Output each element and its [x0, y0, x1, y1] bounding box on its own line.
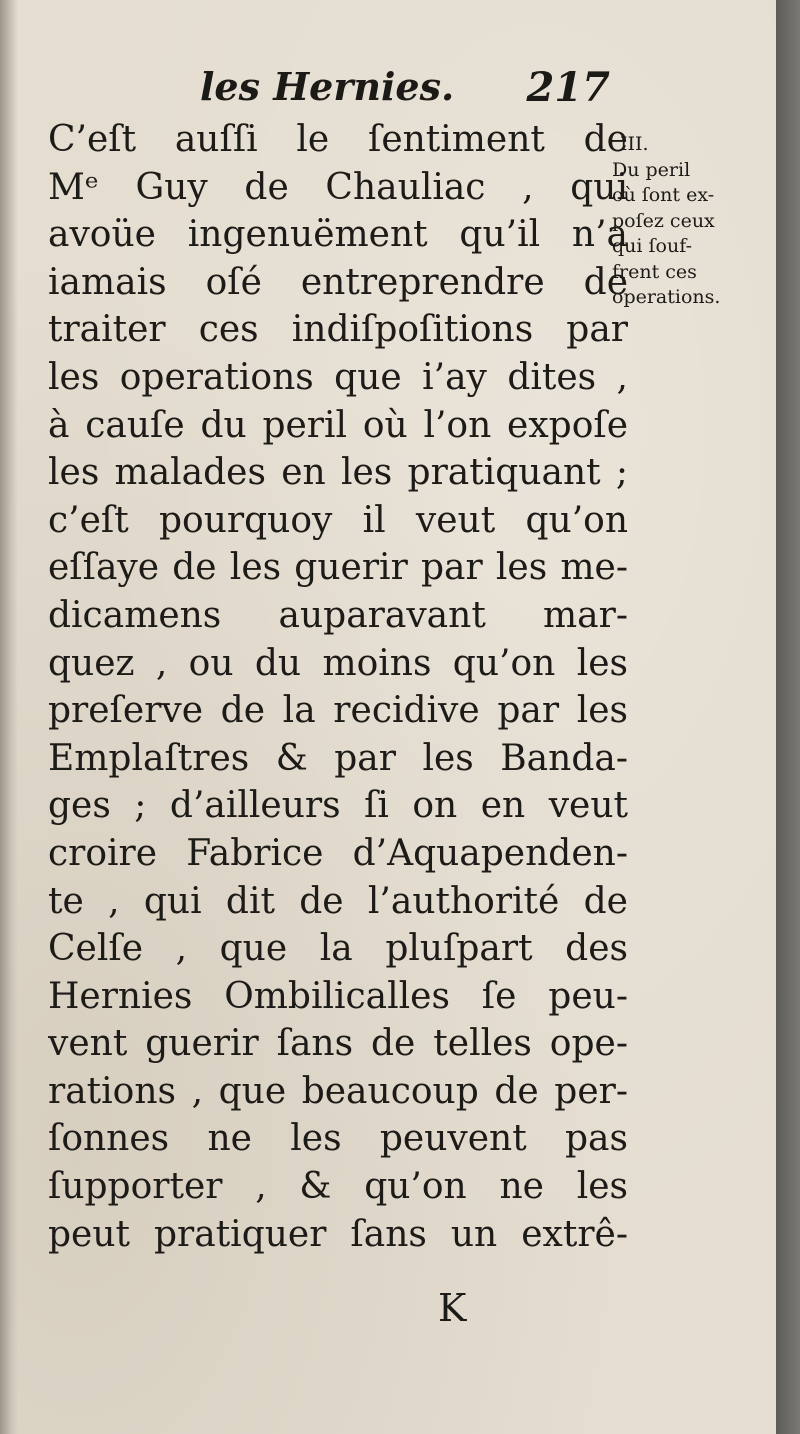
page-number: 217: [526, 64, 610, 111]
margin-note-line: poſez ceux: [612, 209, 715, 232]
text-line: ſupporter , & qu’on ne les: [48, 1166, 628, 1208]
text-line: les operations que i’ay dites ,: [48, 356, 628, 398]
margin-note-line: qui ſouf-: [612, 235, 692, 257]
text-line: ges ; d’ailleurs ſi on en veut: [48, 785, 628, 827]
signature-mark: K: [438, 1286, 467, 1330]
text-line: rations , que beaucoup de per-: [48, 1070, 628, 1112]
text-line: Emplaſtres & par les Banda-: [48, 737, 628, 779]
margin-note-line: operations.: [612, 286, 721, 308]
running-head-title: les Hernies.: [200, 64, 455, 109]
text-line: vent guerir ſans de telles ope-: [48, 1023, 628, 1065]
text-line: C’eſt auſſi le ſentiment de: [48, 119, 628, 160]
text-line: eſſaye de les guerir par les me-: [48, 547, 628, 589]
text-line: dicamens auparavant mar-: [48, 594, 628, 636]
text-line: Celſe , que la pluſpart des: [48, 928, 628, 970]
text-line: traiter ces indiſpoſitions par: [48, 309, 628, 351]
margin-note: [612, 132, 752, 311]
page-gutter-shadow: [0, 0, 18, 1434]
page-edge-background: [776, 0, 800, 1434]
text-line: les malades en les pratiquant ;: [48, 452, 628, 494]
running-head: [200, 64, 610, 124]
text-line: te , qui dit de l’authorité de: [48, 880, 628, 922]
text-line: c’eſt pourquoy il veut qu’on: [48, 499, 628, 541]
text-line: à cauſe du peril où l’on expoſe: [48, 404, 628, 446]
text-line: croire Fabrice d’Aquapenden-: [48, 832, 628, 874]
text-line: preſerve de la recidive par les: [48, 690, 628, 732]
text-line: iamais oſé entreprendre de: [48, 261, 628, 303]
margin-note-number: III.: [620, 133, 649, 155]
text-line: Hernies Ombilicalles ſe peu-: [48, 975, 628, 1017]
text-line: quez , ou du moins qu’on les: [48, 642, 628, 684]
text-line: peut pratiquer ſans un extrê-: [48, 1213, 628, 1255]
text-line: ſonnes ne les peuvent pas: [48, 1118, 628, 1160]
margin-note-line: où ſont ex-: [612, 184, 715, 206]
text-line: Mᵉ Guy de Chauliac , qui: [48, 166, 628, 208]
margin-note-line: Du peril: [612, 158, 691, 181]
margin-note-line: frent ces: [612, 260, 697, 283]
body-text: [48, 116, 628, 1258]
text-line: avoüe ingenuëment qu’il n’a: [48, 214, 628, 256]
